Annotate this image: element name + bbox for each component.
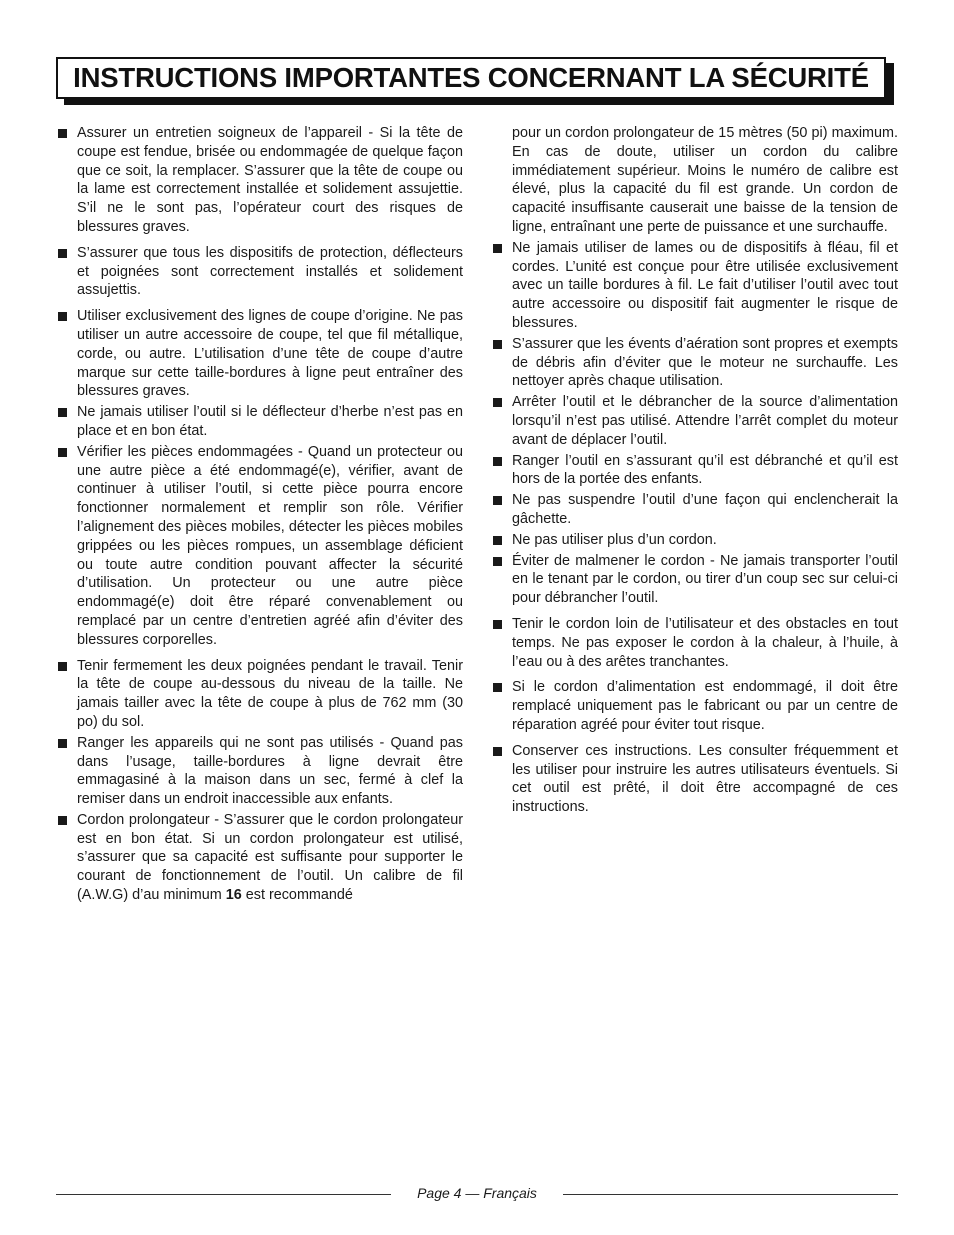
square-bullet-icon	[58, 249, 67, 258]
page-footer	[56, 1185, 898, 1205]
list-item: Assurer un entretien soigneux de l’appareil - Si la tête de coupe est fendue, brisée ou endommagée de quelque façon que ce soit, la remplacer. S’assurer que la tête de coupe ou la lame est correctement installée et solidement assujettie. S’il ne le sont pas, l’opérateur court des risques de blessures graves.	[58, 124, 463, 237]
square-bullet-icon	[58, 408, 67, 417]
list-item: Tenir fermement les deux poignées pendant le travail. Tenir la tête de coupe au-dessous du niveau de la taille. Ne jamais tailler avec la tête de coupe à plus de 762 mm (30 po) du sol.	[58, 657, 463, 732]
list-item: Si le cordon d’alimentation est endommagé, il doit être remplacé uniquement pas le fabricant ou par un centre de réparation agréé pour éviter tout risque.	[493, 678, 898, 734]
square-bullet-icon	[58, 448, 67, 457]
list-item: Ne pas utiliser plus d’un cordon.	[493, 531, 898, 550]
left-column	[58, 124, 463, 907]
gauge-number: 16	[225, 887, 242, 904]
list-item: S’assurer que tous les dispositifs de protection, déflecteurs et poignées sont correctement installés et solidement assujettis.	[58, 244, 463, 300]
square-bullet-icon	[493, 683, 502, 692]
list-item: Ne pas suspendre l’outil d’une façon qui enclencherait la gâchette.	[493, 491, 898, 529]
square-bullet-icon	[58, 816, 67, 825]
footer-rule-right	[563, 1194, 898, 1195]
list-item: Ne jamais utiliser de lames ou de dispositifs à fléau, fil et cordes. L’unité est conçue pour être utilisée exclusivement avec un taille bordures à fil. Le fait d’utiliser l’outil avec tout autre accessoire ou dispositif fait augmenter le risque de blessures.	[493, 239, 898, 333]
right-column	[493, 124, 898, 819]
square-bullet-icon	[493, 244, 502, 253]
square-bullet-icon	[58, 312, 67, 321]
list-item: Ranger l’outil en s’assurant qu’il est débranché et qu’il est hors de la portée des enfants.	[493, 452, 898, 490]
square-bullet-icon	[493, 536, 502, 545]
safety-list-right	[493, 239, 898, 817]
page-title: INSTRUCTIONS IMPORTANTES CONCERNANT LA SÉCURITÉ	[73, 62, 869, 93]
safety-list-left	[58, 124, 463, 905]
square-bullet-icon	[58, 129, 67, 138]
square-bullet-icon	[493, 496, 502, 505]
section-title-box	[56, 57, 886, 99]
square-bullet-icon	[493, 398, 502, 407]
list-item: Ranger les appareils qui ne sont pas utilisés - Quand pas dans l’usage, taille-bordures à ligne devrait être emmagasiné à la maison dans un sec, fermé à clef la remiser dans un endroit inaccessible aux enfants.	[58, 734, 463, 809]
list-item-continuation: pour un cordon prolongateur de 15 mètres (50 pi) maximum. En cas de doute, utiliser un cordon du calibre immédiatement supérieur. Moins le numéro de calibre est élevé, plus la capacité du fil est grande. Un cordon de capacité insuffisante causerait une baisse de la tension de ligne, entraînant une perte de puissance et une surchauffe.	[512, 125, 898, 235]
square-bullet-icon	[58, 662, 67, 671]
square-bullet-icon	[493, 747, 502, 756]
list-item: Vérifier les pièces endommagées - Quand un protecteur ou une autre pièce a été endommagé(e), vérifier, avant de continuer à utiliser l’outil, si cette pièce pourra encore fonctionner normalement et remplir son rôle. Vérifier l’alignement des pièces mobiles, détecter les pièces mobiles grippées ou les pièces rompues, un assemblage déficient ou toute autre condition pouvant affecter la sécurité d’utilisation. Un protecteur ou une autre pièce endommagé(e) doit être réparé convenablement ou remplacé par un centre d’entretien agréé afin d’éviter des blessures corporelles.	[58, 443, 463, 650]
list-item: Tenir le cordon loin de l’utilisateur et des obstacles en tout temps. Ne pas exposer le cordon à la chaleur, à l’huile, à l’eau ou à des arêtes tranchantes.	[493, 615, 898, 671]
list-item: Utiliser exclusivement des lignes de coupe d’origine. Ne pas utiliser un autre accessoire de coupe, tel que fil métallique, corde, ou autre. L’utilisation d’une tête de coupe d’autre marque sur cette taille-bordures à ligne peut entraîner des blessures graves.	[58, 307, 463, 401]
list-item: Éviter de malmener le cordon - Ne jamais transporter l’outil en le tenant par le cordon, ou tirer d’un coup sec sur celui-ci pour débrancher l’outil.	[493, 552, 898, 608]
square-bullet-icon	[493, 340, 502, 349]
list-item: S’assurer que les évents d’aération sont propres et exempts de débris afin d’éviter que le moteur ne surchauffe. Les nettoyer après chaque utilisation.	[493, 335, 898, 391]
list-item: Ne jamais utiliser l’outil si le déflecteur d’herbe n’est pas en place et en bon état.	[58, 403, 463, 441]
list-item: Arrêter l’outil et le débrancher de la source d’alimentation lorsqu’il n’est pas utilisé. Attendre l’arrêt complet du moteur avant de déplacer l’outil.	[493, 393, 898, 449]
page-number: Page 4 — Français	[417, 1185, 537, 1201]
list-item-extension-cord: Cordon prolongateur - S’assurer que le cordon prolongateur est en bon état. Si un cordon prolongateur est utilisé, s’assurer que sa capacité est suffisante pour supporter le courant de fonctionnement de l’outil. Un calibre de fil (A.W.G) d’au minimum 16 est recommandé	[58, 811, 463, 905]
square-bullet-icon	[493, 557, 502, 566]
square-bullet-icon	[493, 457, 502, 466]
square-bullet-icon	[58, 739, 67, 748]
square-bullet-icon	[493, 620, 502, 629]
list-item: Conserver ces instructions. Les consulter fréquemment et les utiliser pour instruire les autres utilisateurs éventuels. Si cet outil est prêté, il doit être accompagné de ces instructions.	[493, 742, 898, 817]
